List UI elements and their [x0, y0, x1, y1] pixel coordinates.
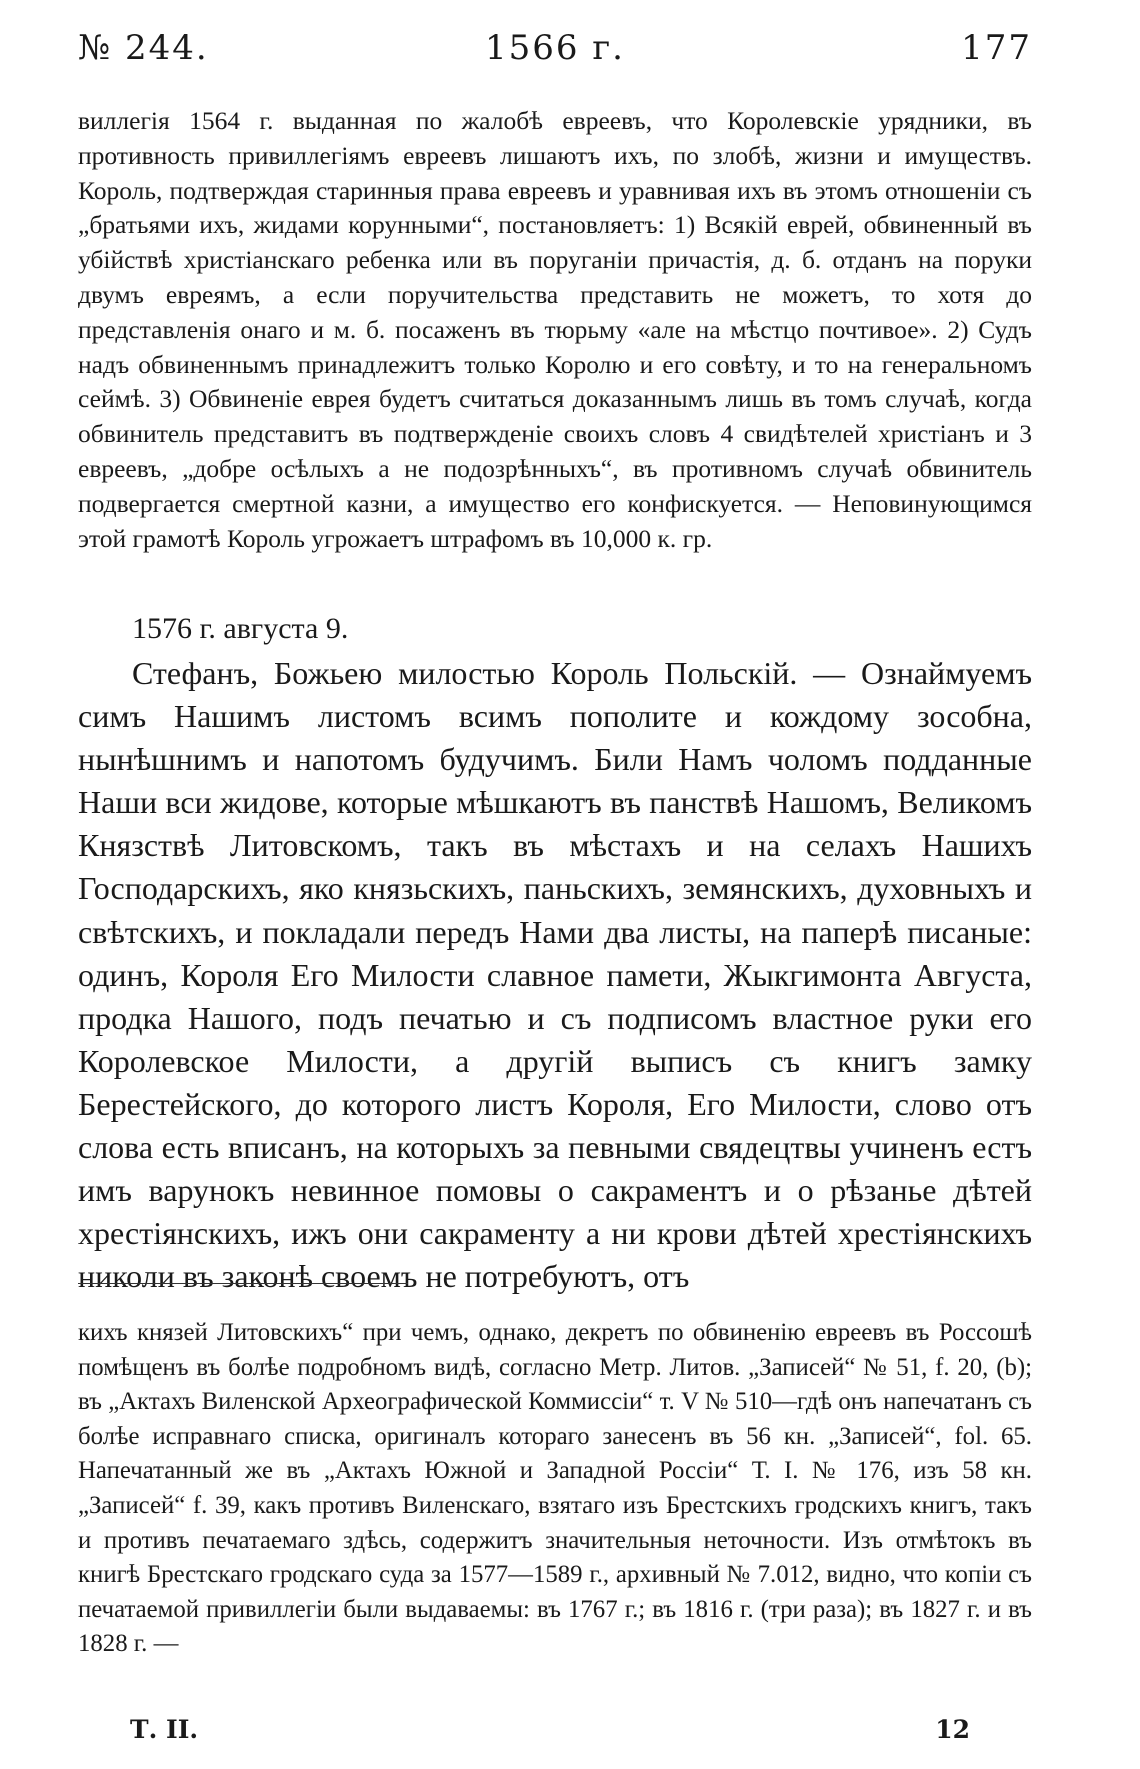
- document-date: 1576 г. августа 9.: [132, 612, 349, 645]
- running-head: [78, 28, 1032, 78]
- volume-signature-mark: Т. II.: [130, 1715, 199, 1744]
- footnote-divider: [78, 1283, 408, 1284]
- page-number: 177: [961, 28, 1032, 68]
- footnote-text: кихъ князей Литовскихъ“ при чемъ, однако, декретъ по обвиненію евреевъ въ Россошѣ помѣщенъ въ болѣе подробномъ видѣ, согласно Метр. Литов. „Записей“ № 51, f. 20, (b); въ „Актахъ Виленской Археографической Коммиссіи“ т. V № 510—гдѣ онъ напечатанъ съ болѣе исправнаго списка, оригиналъ котораго занесенъ въ 56 кн. „Записей“, fol. 65. Напечатанный же въ „Актахъ Южной и Западной Россіи“ Т. I. № 176, изъ 58 кн. „Записей“ f. 39, какъ противъ Виленскаго, взятаго изъ Брестскихъ гродскихъ книгъ, такъ и противъ печатаемаго здѣсь, содержитъ значительныя неточности. Изъ отмѣтокъ въ книгѣ Брестскаго гродскаго суда за 1577—1589 г., архивный № 7.012, видно, что копіи съ печатаемой привиллегіи были выдаваемы: въ 1767 г.; въ 1816 г. (три раза); въ 1827 г. и въ 1828 г. —: [78, 1319, 1032, 1658]
- document-summary: виллегія 1564 г. выданная по жалобѣ евреевъ, что Королевскіе урядники, въ противность привиллегіямъ евреевъ лишаютъ ихъ, по злобѣ, жизни и имуществъ. Король, подтверждая старинныя права евреевъ и уравнивая ихъ въ этомъ отношеніи съ „братьями ихъ, жидами корунными“, постановляетъ: 1) Всякій еврей, обвиненный въ убійствѣ христіанскаго ребенка или въ поруганіи причастія, д. б. отданъ на поруки двумъ евреямъ, а если поручительства представить не можетъ, то хотя до представленія онаго и м. б. посаженъ въ тюрьму «але на мѣстцо почтивое». 2) Судъ надъ обвиненнымъ принадлежитъ только Королю и его совѣту, и то на генеральномъ сеймѣ. 3) Обвиненіе еврея будетъ считаться доказаннымъ лишь въ томъ случаѣ, когда обвинитель представитъ въ подтвержденіе своихъ словъ 4 свидѣтелей христіанъ и 3 евреевъ, „добре осѣлыхъ а не подозрѣнныхъ“, въ противномъ случаѣ обвинитель подвергается смертной казни, а имущество его конфискуется. — Неповинующимся этой грамотѣ Король угрожаетъ штрафомъ въ 10,000 к. гр.: [78, 106, 1032, 553]
- document-body-text: Стефанъ, Божьею милостью Король Польскій. — Ознаймуемъ симъ Нашимъ листомъ всимъ пополите и кождому зособна, нынѣшнимъ и напотомъ будучимъ. Били Намъ чоломъ подданные Наши вси жидове, которые мѣшкаютъ въ панствѣ Нашомъ, Великомъ Князствѣ Литовскомъ, такъ въ мѣстахъ и на селахъ Нашихъ Господарскихъ, яко князьскихъ, паньскихъ, земянскихъ, духовныхъ и свѣтскихъ, и покладали передъ Нами два листы, на паперѣ писаные: одинъ, Короля Его Милости славное памети, Жыкгимонта Августа, продка Нашого, подъ печатью и съ подписомъ властное руки его Королевское Милости, а другій выписъ съ книгъ замку Берестейского, до которого листъ Короля, Его Милости, слово отъ слова есть вписанъ, на которыхъ за певными свядецтвы учиненъ естъ имъ варунокъ невинное помовы о сакраментъ и о рѣзанье дѣтей хрестіянскихъ, ижъ они сакраменту а ни крови дѣтей хрестіянскихъ николи въ законѣ своемъ не потребуютъ, отъ: [78, 655, 1032, 1295]
- document-number: № 244.: [78, 28, 209, 68]
- sheet-number: 12: [935, 1715, 970, 1744]
- document-year: 1566 г.: [485, 28, 625, 68]
